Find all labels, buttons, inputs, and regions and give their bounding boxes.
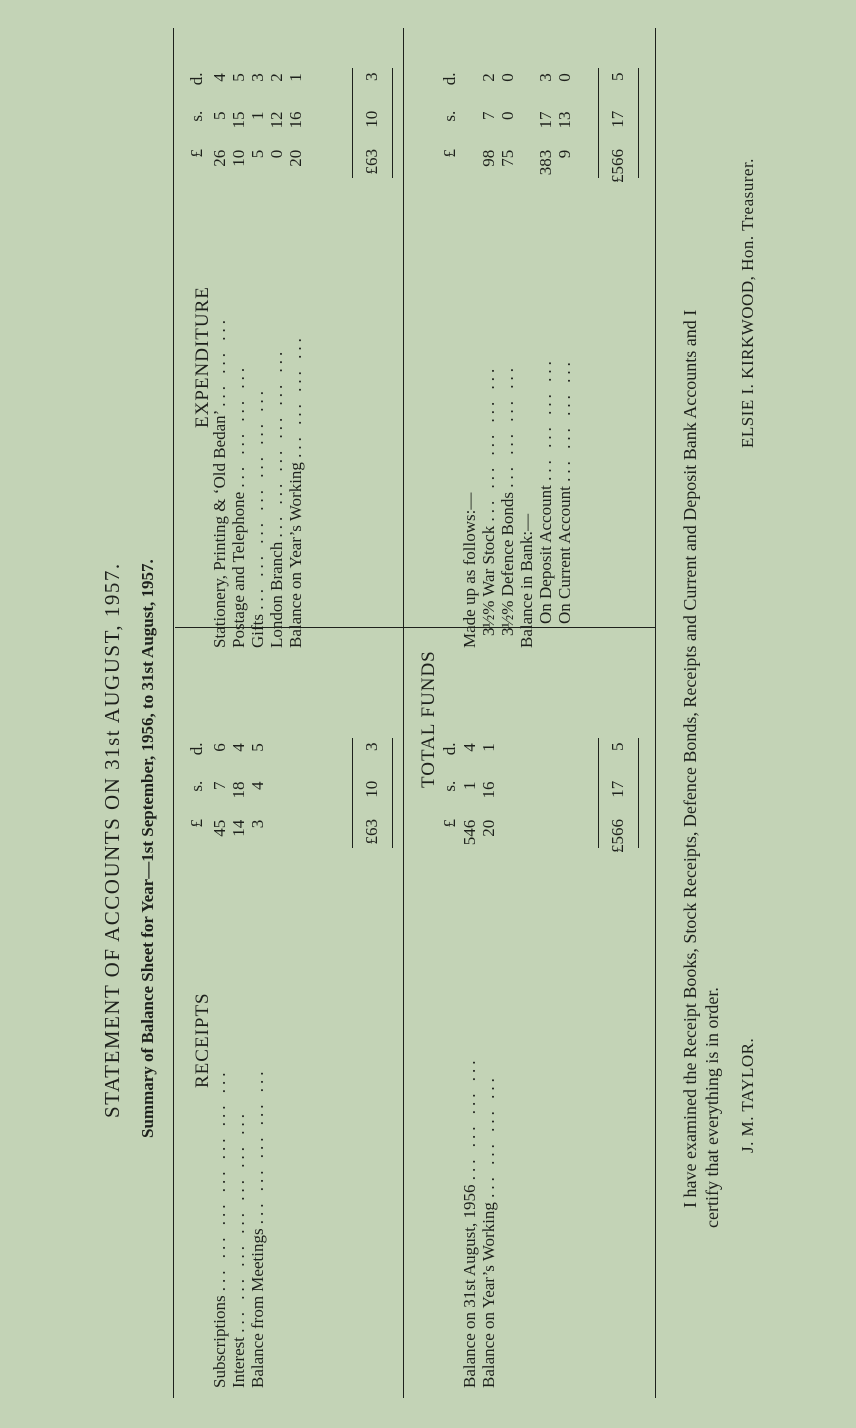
expenditure-pence: 1 (286, 73, 305, 82)
funds-left-total-shillings: 17 (608, 780, 627, 798)
expenditure-total-pounds: £63 (362, 149, 381, 175)
receipt-label: Subscriptions (210, 1295, 229, 1388)
top-border (173, 28, 174, 1398)
expenditure-row: Stationery, Printing & ‘Old Bedan’ ... ... ... 26 5 4 (210, 73, 229, 648)
receipts-total-rule (352, 738, 353, 848)
expenditure-total-pence: 3 (362, 72, 381, 81)
funds-left-total-rule (598, 738, 599, 848)
expenditure-shillings: 5 (210, 111, 229, 120)
certification-line-1: I have examined the Receipt Books, Stock Receipts, Defence Bonds, Receipts and Current and Deposit Bank Accounts and I (680, 309, 700, 1208)
funds-left-row: Balance on 31st August, 1956 ... ... ... ... 546 1 4 (460, 743, 479, 1388)
expenditure-header: EXPENDITURE (192, 286, 213, 428)
expenditure-pounds: 10 (229, 149, 248, 167)
expenditure-pence: 3 (248, 73, 267, 82)
expenditure-pounds: 0 (267, 149, 286, 159)
section-divider (403, 28, 404, 1398)
receipt-shillings: 18 (229, 781, 248, 799)
expenditure-pounds: 26 (210, 149, 229, 167)
auditor-signature: J. M. TAYLOR. (738, 1037, 757, 1153)
col-pence: d. (187, 742, 206, 756)
certification-line-2: certify that everything is in order. (702, 987, 722, 1228)
funds-right-shillings: 7 (479, 111, 498, 120)
funds-right-row: On Current Account ... ... ... ... 9 13 0 (555, 73, 574, 624)
funds-right-total-shillings: 17 (608, 110, 627, 128)
expenditure-pence: 4 (210, 73, 229, 82)
treasurer-signature: ELSIE I. KIRKWOOD, Hon. Treasurer. (738, 158, 757, 448)
funds-left-shillings: 16 (479, 781, 498, 799)
funds-left-col-heads (440, 743, 460, 854)
funds-left-total-pounds: £566 (608, 819, 627, 853)
funds-right-total-underline (638, 68, 639, 178)
funds-right-label: On Deposit Account (536, 485, 555, 624)
funds-right-label: 3½% War Stock (479, 525, 498, 636)
receipts-total-pence: 3 (362, 742, 381, 751)
expenditure-row: Balance on Year’s Working ... ... ... ... 20 16 1 (286, 73, 305, 648)
funds-left-pounds: 20 (479, 819, 498, 837)
receipt-pounds: 45 (210, 819, 229, 837)
expenditure-total-shillings: 10 (362, 110, 381, 128)
funds-left-label: Balance on 31st August, 1956 (460, 1184, 479, 1388)
receipts-col-heads (187, 743, 207, 854)
receipts-total (362, 743, 382, 854)
expenditure-shillings: 1 (248, 111, 267, 120)
funds-right-total-rule (598, 68, 599, 178)
receipt-row: Subscriptions ... ... ... ... ... ... ... 45 7 6 (210, 743, 229, 1388)
receipt-pence: 5 (248, 743, 267, 752)
funds-left-shillings: 1 (460, 781, 479, 790)
receipt-pence: 4 (229, 743, 248, 752)
receipt-pounds: 14 (229, 819, 248, 837)
funds-right-total-pounds: £566 (608, 149, 627, 183)
funds-right-label: 3½% Defence Bonds (498, 492, 517, 636)
funds-right-row (517, 73, 537, 648)
funds-left-total-underline (638, 738, 639, 848)
receipt-shillings: 4 (248, 781, 267, 790)
made-up-label: Made up as follows:— (460, 492, 479, 648)
expenditure-shillings: 15 (229, 111, 248, 129)
expenditure-row: Postage and Telephone ... ... ... ... 10 15 5 (229, 73, 248, 648)
col-pounds: £ (187, 149, 206, 158)
funds-right-row: 3½% Defence Bonds ... ... ... ... 75 0 0 (498, 73, 517, 636)
expenditure-shillings: 16 (286, 111, 305, 129)
expenditure-label: Stationery, Printing & ‘Old Bedan’ (210, 410, 229, 648)
col-pence: d. (440, 72, 459, 86)
funds-right-label: Balance in Bank:— (517, 513, 536, 648)
funds-left-pounds: 546 (460, 819, 479, 846)
funds-left-label: Balance on Year’s Working (479, 1202, 498, 1388)
col-shillings: s. (440, 780, 459, 792)
receipts-header: RECEIPTS (192, 992, 213, 1088)
funds-right-total (608, 73, 628, 184)
page-title: STATEMENT OF ACCOUNTS ON 31st AUGUST, 1957. (100, 562, 124, 1118)
funds-right-pounds: 98 (479, 149, 498, 167)
col-shillings: s. (187, 780, 206, 792)
expenditure-total (362, 73, 382, 184)
funds-left-pence: 4 (460, 743, 479, 752)
receipts-total-shillings: 10 (362, 780, 381, 798)
expenditure-row: Gifts ... ... ... ... ... ... ... 5 1 3 (248, 73, 267, 648)
col-pounds: £ (440, 149, 459, 158)
receipt-pounds: 3 (248, 819, 267, 829)
expenditure-label: London Branch (267, 541, 286, 648)
funds-right-pounds: 9 (555, 149, 574, 159)
funds-right-pence: 3 (536, 73, 555, 82)
receipt-shillings: 7 (210, 781, 229, 790)
expenditure-total-underline (392, 68, 393, 178)
expenditure-pounds: 20 (286, 149, 305, 167)
funds-left-pence: 1 (479, 743, 498, 752)
funds-left-row: Balance on Year’s Working ... ... ... ... 20 16 1 (479, 743, 498, 1388)
col-pence: d. (187, 72, 206, 86)
receipt-label: Interest (229, 1337, 248, 1388)
receipts-total-pounds: £63 (362, 819, 381, 845)
funds-right-pounds: 383 (536, 149, 555, 176)
total-funds-header: TOTAL FUNDS (418, 650, 439, 788)
funds-right-pence: 0 (498, 73, 517, 82)
funds-right-pence: 2 (479, 73, 498, 82)
expenditure-label: Gifts (248, 614, 267, 648)
page-subtitle: Summary of Balance Sheet for Year—1st September, 1956, to 31st August, 1957. (138, 559, 157, 1138)
expenditure-row: London Branch ... ... ... ... ... ... 0 12 2 (267, 73, 286, 648)
funds-right-shillings: 13 (555, 111, 574, 129)
expenditure-col-heads (187, 73, 207, 184)
expenditure-total-rule (352, 68, 353, 178)
col-shillings: s. (187, 110, 206, 122)
funds-right-shillings: 0 (498, 111, 517, 120)
funds-right-pence: 0 (555, 73, 574, 82)
bottom-border (655, 28, 656, 1398)
col-pounds: £ (187, 819, 206, 828)
receipt-row: Interest ... ... ... ... ... ... ... 14 18 4 (229, 743, 248, 1388)
expenditure-pence: 5 (229, 73, 248, 82)
funds-right-row: On Deposit Account ... ... ... ... 383 17 3 (536, 73, 555, 624)
col-pence: d. (440, 742, 459, 756)
funds-right-shillings: 17 (536, 111, 555, 129)
funds-right-label: On Current Account (555, 486, 574, 624)
col-shillings: s. (440, 110, 459, 122)
receipt-row: Balance from Meetings ... ... ... ... ... 3 4 5 (248, 743, 267, 1388)
expenditure-pounds: 5 (248, 149, 267, 159)
expenditure-shillings: 12 (267, 111, 286, 129)
funds-right-col-heads (440, 73, 460, 184)
receipt-pence: 6 (210, 743, 229, 752)
expenditure-pence: 2 (267, 73, 286, 82)
funds-right-total-pence: 5 (608, 72, 627, 81)
col-pounds: £ (440, 819, 459, 828)
expenditure-label: Postage and Telephone (229, 491, 248, 648)
expenditure-label: Balance on Year’s Working (286, 462, 305, 648)
funds-right-row: 3½% War Stock ... ... ... ... ... 98 7 2 (479, 73, 498, 636)
funds-left-total-pence: 5 (608, 742, 627, 751)
receipt-label: Balance from Meetings (248, 1228, 267, 1388)
funds-left-total (608, 743, 628, 854)
receipts-total-underline (392, 738, 393, 848)
funds-right-pounds: 75 (498, 149, 517, 167)
